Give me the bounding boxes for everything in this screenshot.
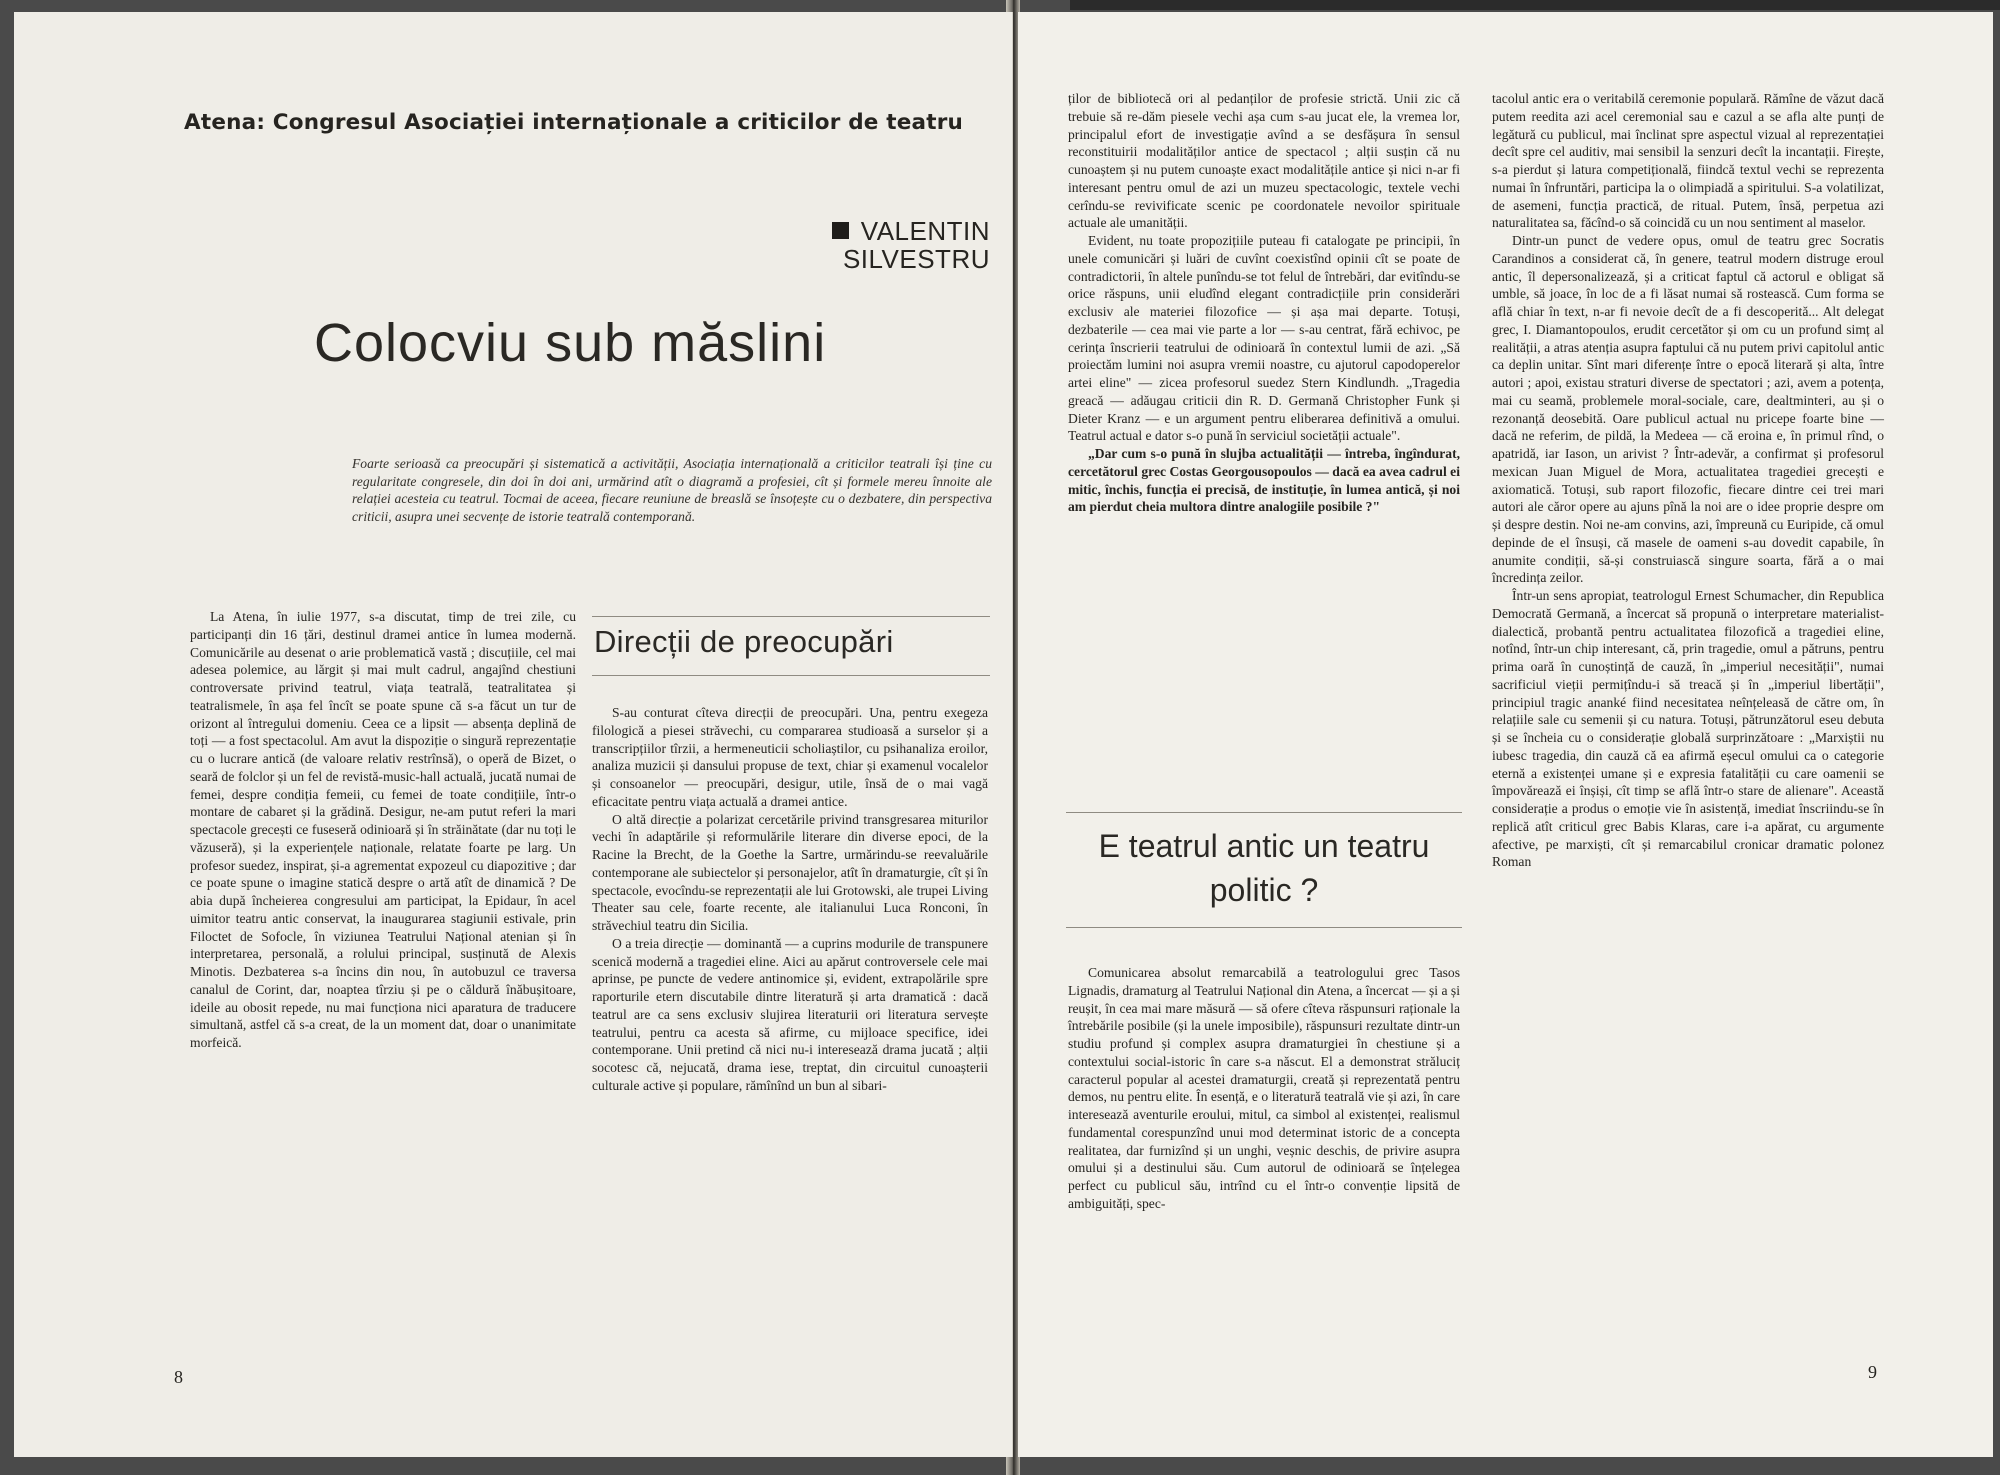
- page-number-left: 8: [174, 1367, 183, 1387]
- section-rule: [592, 616, 990, 617]
- paragraph: La Atena, în iulie 1977, s-a discutat, timp de trei zile, cu participanți din 16 țări, destinul dramei antice în lumea modernă. Comunicările au desenat o arie problematică vastă ; discuțiile, cel mai adesea polemice, au lărgit și mai mult cadrul, angajînd chestiuni controversate privind teatrul, viața teatrală, teatralitatea și teatralismele, în așa fel încît se poate spune că s-a făcut un tur de orizont al întregului domeniu. Ceea ce a lipsit — absența deplină de toți — a fost spectacolul. Am avut la dispoziție o singură reprezentație cu o lucrare antică (de valoare relativ restrînsă), o operă de Bizet, o seară de folclor și un fel de revistă-music-hall actuală, jucată numai de femei, despre condiția femeii, cu femei de toate condițiile, într-o montare de cabaret și la grădină. Desigur, ne-am putut referi la mari spectacole grecești ce fuseseră odinioară și în străinătate (dar nu toți le văzuseră), și la experiențele naționale, relatate foarte pe larg. Un profesor suedez, inspirat, și-a agrementat expozeul cu diapozitive ; dar ce poate spune o imagine statică despre o artă atît de dinamică ? De abia după încheierea congresului am participat, la Epidaur, în acel uimitor teatru antic conservat, la inaugurarea stagiunii estivale, prin Filoctet de Sofocle, în viziunea Teatrului Național atenian și în interpretarea, personală, a rolului principal, susținută de Alexis Minotis. Dezbaterea s-a încins din nou, în autobuzul ce traversa canalul de Corint, dar, noaptea tîrziu și pe o căldură înăbușitoare, ideile au obosit repede, nu mai funcționa nici aparatura de traducere simultană, astfel că s-a creat, de la un moment dat, doar o unanimitate morfeică.: [190, 609, 576, 1050]
- paragraph: Evident, nu toate propozițiile puteau fi catalogate pe principii, în unele comunicări și luări de cuvînt coexistînd opinii cît se poate de contradictorii, în altele punîndu-se tot felul de întrebări, dar evitîndu-se orice răspuns, unii eludînd elegant contradicțiile prin considerări exclusiv ale materiei filozofice — și așa mai departe. Totuși, dezbaterile — cea mai vie parte a lor — s-au centrat, fără echivoc, pe cerința înscrierii teatrului de odinioară în contextul lumii de azi. „Să proiectăm lumini noi asupra vremii noastre, cu ajutorul capodoperelor artei eline" — zicea profesorul suedez Stern Kindlundh. „Tragedia greacă — adăugau criticii din R. D. Germană Christopher Funk și Dieter Kranz — e un argument pentru eliberarea definitivă a omului. Teatrul actual e dator s-o pună în serviciul societății actuale".: [1068, 233, 1460, 444]
- paragraph: tacolul antic era o veritabilă ceremonie populară. Rămîne de văzut dacă putem reedita azi acel ceremonial sau e cazul a se afla alte punți de legătură cu publicul, mai înclinat spre aspectul vizual al reprezentației decît spre cel auditiv, mai sensibil la senzuri decît la incantații. Firește, s-a pierdut și latura competițională, fiindcă textul vechi se reprezenta numai în înfruntări, participa la o olimpiadă a spiritului. S-a volatilizat, de asemeni, funcția practică, de ritual. Putem, însă, perpetua azi naturalitatea sa, făcînd-o să coincidă cu un nou sentiment al maselor.: [1492, 91, 1884, 231]
- lead-paragraph: Foarte serioasă ca preocupări și sistematică a activității, Asociația internațională a criticilor teatrali își ține cu regularitate congresele, din doi în doi ani, urmărind atît o diagramă a profesiei, cît și formele mereu înnoite ale relației acesteia cu teatrul. Tocmai de aceea, fiecare reuniune de breaslă se însoțește cu o dezbatere, din perspectiva criticii, asupra unei secvențe de istorie teatrală contemporană.: [352, 456, 992, 524]
- column-4: [1492, 90, 1884, 871]
- section-title-political: E teatrul antic un teatru politic ?: [1098, 828, 1430, 908]
- top-edge: [1070, 0, 2000, 10]
- section-rule: [592, 675, 990, 676]
- column-3b: [1068, 964, 1460, 1213]
- column-3: [1068, 90, 1460, 516]
- paragraph: Într-un sens apropiat, teatrologul Ernest Schumacher, din Republica Democrată Germană, a încercat să propună o interpretare materialist-dialectică, probantă pentru actualitatea filozofică a tragediei eline, notînd, într-un chip interesant, că, prin tragedie, omul a pătruns, pentru prima oară în cunoștință de cauză, în „imperiul necesității", numai sacrificiul vieții permițîndu-i să treacă și în „imperiul libertății", principiul tragic ananké fiind necesitatea neînțeleasă de către om, în relațiile sale cu semenii și cu natura. Totuși, pătrunzătorul eseu debuta și se încheia cu o considerație globală surprinzătoare : „Marxiștii nu iubesc tragedia, din cauză că ea afirmă eșecul omului ca o categorie eternă a existenței umane și e expresia fatalității cu care oamenii se împovărează ei înșiși, cît timp se află într-o stare de alienare". Această considerație a produs o emoție vie în asistență, imediat înscriindu-se în replică atît criticul grec Babis Klaras, care i-a apărat, cu argumente afective, pe marxiști, cît și remarcabilul cronicar dramatic polonez Roman: [1492, 588, 1884, 870]
- author-first-name: VALENTIN: [860, 216, 990, 246]
- right-page: [1018, 12, 1993, 1457]
- paragraph: O a treia direcție — dominantă — a cuprins modurile de transpunere scenică modernă a tragediei eline. Aici au apărut controversele cele mai aprinse, pe puncte de vedere antinomice și, evident, extrapolările spre raporturile etern discutabile dintre literatură și arta dramatică : dacă teatrul are ca sens exclusiv slujirea literaturii ori literatura servește teatrului, pentru ca acesta să afirme, cu mijloace specifice, idei contemporane. Unii pretind că nici nu-i interesează drama jucată ; alții socotesc că, nejucată, drama iese, treptat, din circuitul cunoașterii culturale active și populare, rămînînd un bun al sibari-: [592, 935, 988, 1093]
- author-byline: [754, 217, 990, 273]
- section-rule: [1066, 812, 1462, 813]
- paragraph: „Dar cum s-o pună în slujba actualității — întreba, îngîndurat, cercetătorul grec Costas Georgousopoulos — dacă ea avea cadrul ei mitic, închis, funcția ei precisă, de instituție, în lumea antică, și noi am pierdut cheia multora dintre analogiile posibile ?": [1068, 446, 1460, 515]
- paragraph: Dintr-un punct de vedere opus, omul de teatru grec Socratis Carandinos a considerat că, în genere, teatrul modern distruge eroul antic, îl depersonalizează, și a criticat faptul că actorul e obligat să umble, să joace, în loc de a fi lăsat numai să rostească. Cum forma se află chiar în text, n-ar fi nevoie decît de a fi descoperită... Alt delegat grec, I. Diamantopoulos, erudit cercetător și om cu un profund simț al realității, a atras atenția asupra faptului că nu putem privi capitolul antic ca deplin unitar. Sînt mari diferențe între o epocă literară și alta, între autori ; apoi, existau straturi diverse de spectatori ; azi, avem a potența, mai cu seamă, problemele moral-sociale, care, dealtminteri, au și o rezonanță deosebită. Oare publicul actual nu pricepe foarte bine — dacă ne referim, de pildă, la Medeea — că eroina e, în primul rînd, o apatridă, iar Iason, un arivist ? Într-adevăr, a confirmat și profesorul mexican Juan Miguel de Mora, actualitatea tragediei grecești e axiomatică. Totuși, sub raport filozofic, fiecare dintre cei trei mari autori ale căror opere au ajuns pînă la noi are o idee proprie despre om și despre destin. Noi ne-am convins, azi, împreună cu Euripide, că omul depinde de el însuși, că masele de oameni s-au dovedit capabile, în anumite condiții, să-și construiască singure soarta, fără a o mai încredința zeilor.: [1492, 233, 1884, 586]
- author-last-name: SILVESTRU: [842, 244, 990, 274]
- square-bullet-icon: [832, 222, 849, 239]
- paragraph: S-au conturat cîteva direcții de preocupări. Una, pentru exegeza filologică a piesei străvechi, cu compararea studioasă a surselor și a transcripțiilor tîrzii, a hermeneuticii scholiaștilor, cu psihanaliza eroilor, analiza muzicii și dansului propuse de text, chiar și examenul vocalelor și consoanelor — preocupări, desigur, utile, însă de o mai vagă eficacitate pentru viața actuală a dramei antice.: [592, 705, 988, 809]
- column-2: [592, 704, 988, 1095]
- section-rule: [1066, 927, 1462, 928]
- paragraph: O altă direcție a polarizat cercetările privind transgresarea miturilor vechi în adaptările și reformulările literare din diverse epoci, de la Racine la Brecht, de la Goethe la Sartre, urmărindu-se reevaluările contemporane ale subiectelor și personajelor, atît în dramaturgie, cît și în spectacole, evocîndu-se reprezentații ale lui Grotowski, ale trupei Living Theater sau cele, foarte recente, ale italianului Luca Ronconi, în străvechiul teatru din Sicilia.: [592, 811, 988, 933]
- left-page: [14, 12, 1013, 1457]
- paragraph: Comunicarea absolut remarcabilă a teatrologului grec Tasos Lignadis, dramaturg al Teatrului Național din Atena, a încercat — și a și reușit, în cea mai mare măsură — să ofere cîteva răspunsuri raționale la întrebările posibile (și la unele imposibile), răspunsuri rezultate dintr-un studiu profund și complex asupra dramaturgiei în chestiune și a contextului social-istoric în care s-a născut. El a demonstrat străluciț caracterul popular al acestei dramaturgii, creată și reprezentată pentru demos, nu pentru elite. În esență, e o literatură teatrală vie și azi, în care interesează aventurile eroului, mitul, ca simbol al existenței, realismul fundamental corespunzînd unui mod determinat istoric de a concepta realitatea, dar furnizînd și un unghi, veșnic deschis, de privire asupra omului și a destinului său. Cum autorul de odinioară se înțelegea perfect cu publicul său, intrînd cu el într-o convenție lipsită de ambiguități, spec-: [1068, 965, 1460, 1211]
- article-title: Colocviu sub măslini: [314, 313, 827, 373]
- column-1: [190, 608, 576, 1052]
- supertitle: Atena: Congresul Asociației internaționale a criticilor de teatru: [184, 110, 964, 135]
- page-number-right: 9: [1868, 1362, 1877, 1382]
- paragraph: ților de bibliotecă ori al pedanților de profesie strictă. Unii zic că trebuie să re-dăm piesele vechi așa cum s-au jucat ele, la vremea lor, principalul efort de investigație avînd a se desfășura în sensul reconstituirii modalităților antice de spectacol ; alții susțin că nu cunoaștem și nu putem cunoaște exact modalitățile antice și nici n-ar fi interesant pentru omul de azi un muzeu spectacologic, textele vechi cerîndu-se revivificate scenic pe coordonatele nevoilor spirituale actuale ale umanității.: [1068, 91, 1460, 231]
- section-title-directions: Direcții de preocupări: [594, 624, 894, 659]
